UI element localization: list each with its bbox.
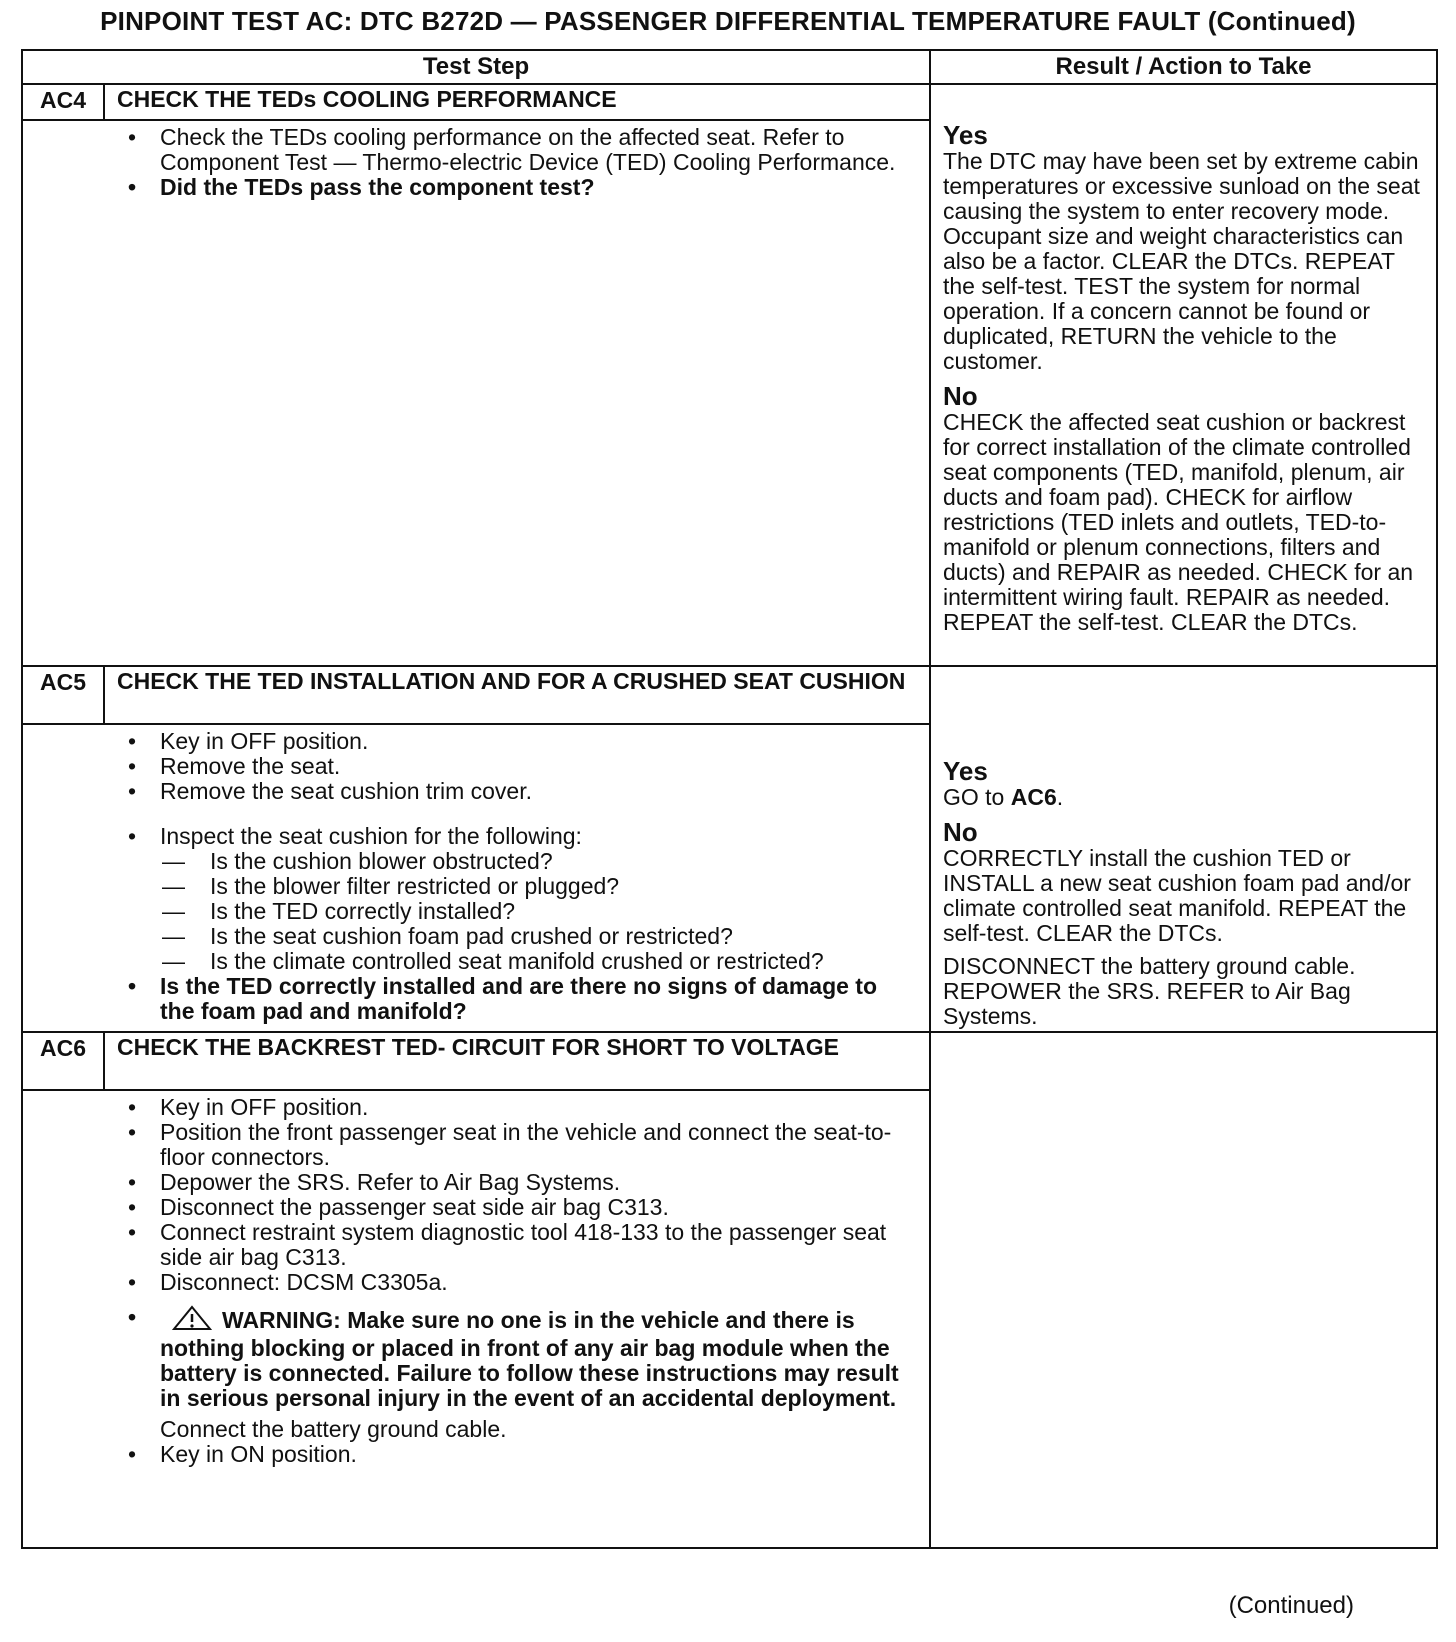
result-yes-text: GO to AC6. — [943, 784, 1064, 810]
list-item: • Depower the SRS. Refer to Air Bag Systems. — [122, 1170, 917, 1195]
result-no-label: No — [943, 817, 978, 847]
step-row-ac4-head — [22, 84, 1437, 120]
result-no-text: CHECK the affected seat cushion or backrest for correct installation of the climate controlled seat components (TED, manifold, plenum, air ducts and foam pad). CHECK for airflow restrictions (TED inlets and outlets, TED-to-manifold or plenum connections, filters and ducts) and REPAIR as needed. CHECK for an intermittent wiring fault. REPAIR as needed. REPEAT the self-test. CLEAR the DTCs. — [943, 409, 1414, 635]
pinpoint-test-table — [21, 49, 1438, 1549]
warning-triangle-icon — [172, 1305, 212, 1336]
list-item: • Remove the seat. — [122, 754, 917, 779]
step-body-ac4 — [104, 120, 930, 666]
sub-list-item: — Is the seat cushion foam pad crushed or restricted? — [160, 924, 917, 949]
list-item: • Position the front passenger seat in the vehicle and connect the seat-to-floor connectors. — [122, 1120, 917, 1170]
step-body-ac5 — [104, 724, 930, 1032]
table-header-row — [22, 50, 1437, 84]
warning-item — [122, 1305, 917, 1411]
sub-list-item: — Is the climate controlled seat manifold crushed or restricted? — [160, 949, 917, 974]
result-yes-label: Yes — [943, 120, 988, 150]
step-heading-ac4: CHECK THE TEDs COOLING PERFORMANCE — [104, 84, 930, 120]
header-test-step: Test Step — [22, 50, 930, 84]
list-item: • Key in OFF position. — [122, 1095, 917, 1120]
step-id-ac6: AC6 — [22, 1032, 104, 1090]
list-item-question: • Did the TEDs pass the component test? — [122, 175, 917, 200]
page-title: PINPOINT TEST AC: DTC B272D — PASSENGER DIFFERENTIAL TEMPERATURE FAULT (Continued) — [100, 6, 1356, 36]
sub-list-item: — Is the TED correctly installed? — [160, 899, 917, 924]
list-item: • Check the TEDs cooling performance on the affected seat. Refer to Component Test — Thermo-electric Device (TED) Cooling Performance. — [122, 125, 917, 175]
step-body-ac6 — [104, 1090, 930, 1548]
step-heading-ac6: CHECK THE BACKREST TED- CIRCUIT FOR SHORT TO VOLTAGE — [104, 1032, 930, 1090]
header-result: Result / Action to Take — [930, 50, 1437, 84]
list-item-question: • Is the TED correctly installed and are there no signs of damage to the foam pad and manifold? — [122, 974, 917, 1024]
step-row-ac5-head — [22, 666, 1437, 724]
result-ac5 — [930, 666, 1437, 1032]
warning-text: WARNING: Make sure no one is in the vehicle and there is nothing blocking or placed in front of any air bag module when the battery is connected. Failure to follow these instructions may result in serious personal injury in the event of an accidental deployment. — [160, 1307, 899, 1411]
result-no-label: No — [943, 381, 978, 411]
list-item: • Key in ON position. — [122, 1442, 917, 1467]
step-heading-ac5: CHECK THE TED INSTALLATION AND FOR A CRUSHED SEAT CUSHION — [104, 666, 930, 724]
step-row-ac6-head — [22, 1032, 1437, 1090]
step-id-ac5: AC5 — [22, 666, 104, 724]
sub-list-item: — Is the cushion blower obstructed? — [160, 849, 917, 874]
result-ac4 — [930, 84, 1437, 666]
continued-footer: (Continued) — [1228, 1592, 1354, 1619]
list-item: • Remove the seat cushion trim cover. — [122, 779, 917, 804]
result-no-text: CORRECTLY install the cushion TED or INSTALL a new seat cushion foam pad and/or climate controlled seat manifold. REPEAT the self-test. CLEAR the DTCs. — [943, 845, 1411, 946]
list-item: • Key in OFF position. — [122, 729, 917, 754]
sub-list-item: — Is the blower filter restricted or plugged? — [160, 874, 917, 899]
list-item: • Disconnect the passenger seat side air bag C313. — [122, 1195, 917, 1220]
sub-list — [160, 849, 917, 974]
result-ac6 — [930, 1032, 1437, 1548]
list-item: • Disconnect: DCSM C3305a. — [122, 1270, 917, 1295]
step-reference: AC6 — [1010, 784, 1057, 810]
result-yes-text: The DTC may have been set by extreme cabin temperatures or excessive sunload on the seat causing the system to enter recovery mode. Occupant size and weight characteristics can also be a factor. CLEAR the DTCs. REPEAT the self-test. TEST the system for normal operation. If a concern cannot be found or duplicated, RETURN the vehicle to the customer. — [943, 148, 1420, 374]
list-item: • Connect restraint system diagnostic tool 418-133 to the passenger seat side air bag C313. — [122, 1220, 917, 1270]
result-no-text-2: DISCONNECT the battery ground cable. REPOWER the SRS. REFER to Air Bag Systems. — [943, 953, 1356, 1029]
after-warning-text: Connect the battery ground cable. — [160, 1416, 507, 1442]
step-id-ac4: AC4 — [22, 84, 104, 120]
list-item-inspect: • Inspect the seat cushion for the following: — Is the cushion blower obstructed? — Is the blower filter restricted or plugged? — Is the TED correctly installed? — Is the seat cushion foam pad crushed or restricted? — Is the climate controlled seat manifold crushed or restricted? — [122, 824, 917, 974]
result-yes-label: Yes — [943, 756, 988, 786]
